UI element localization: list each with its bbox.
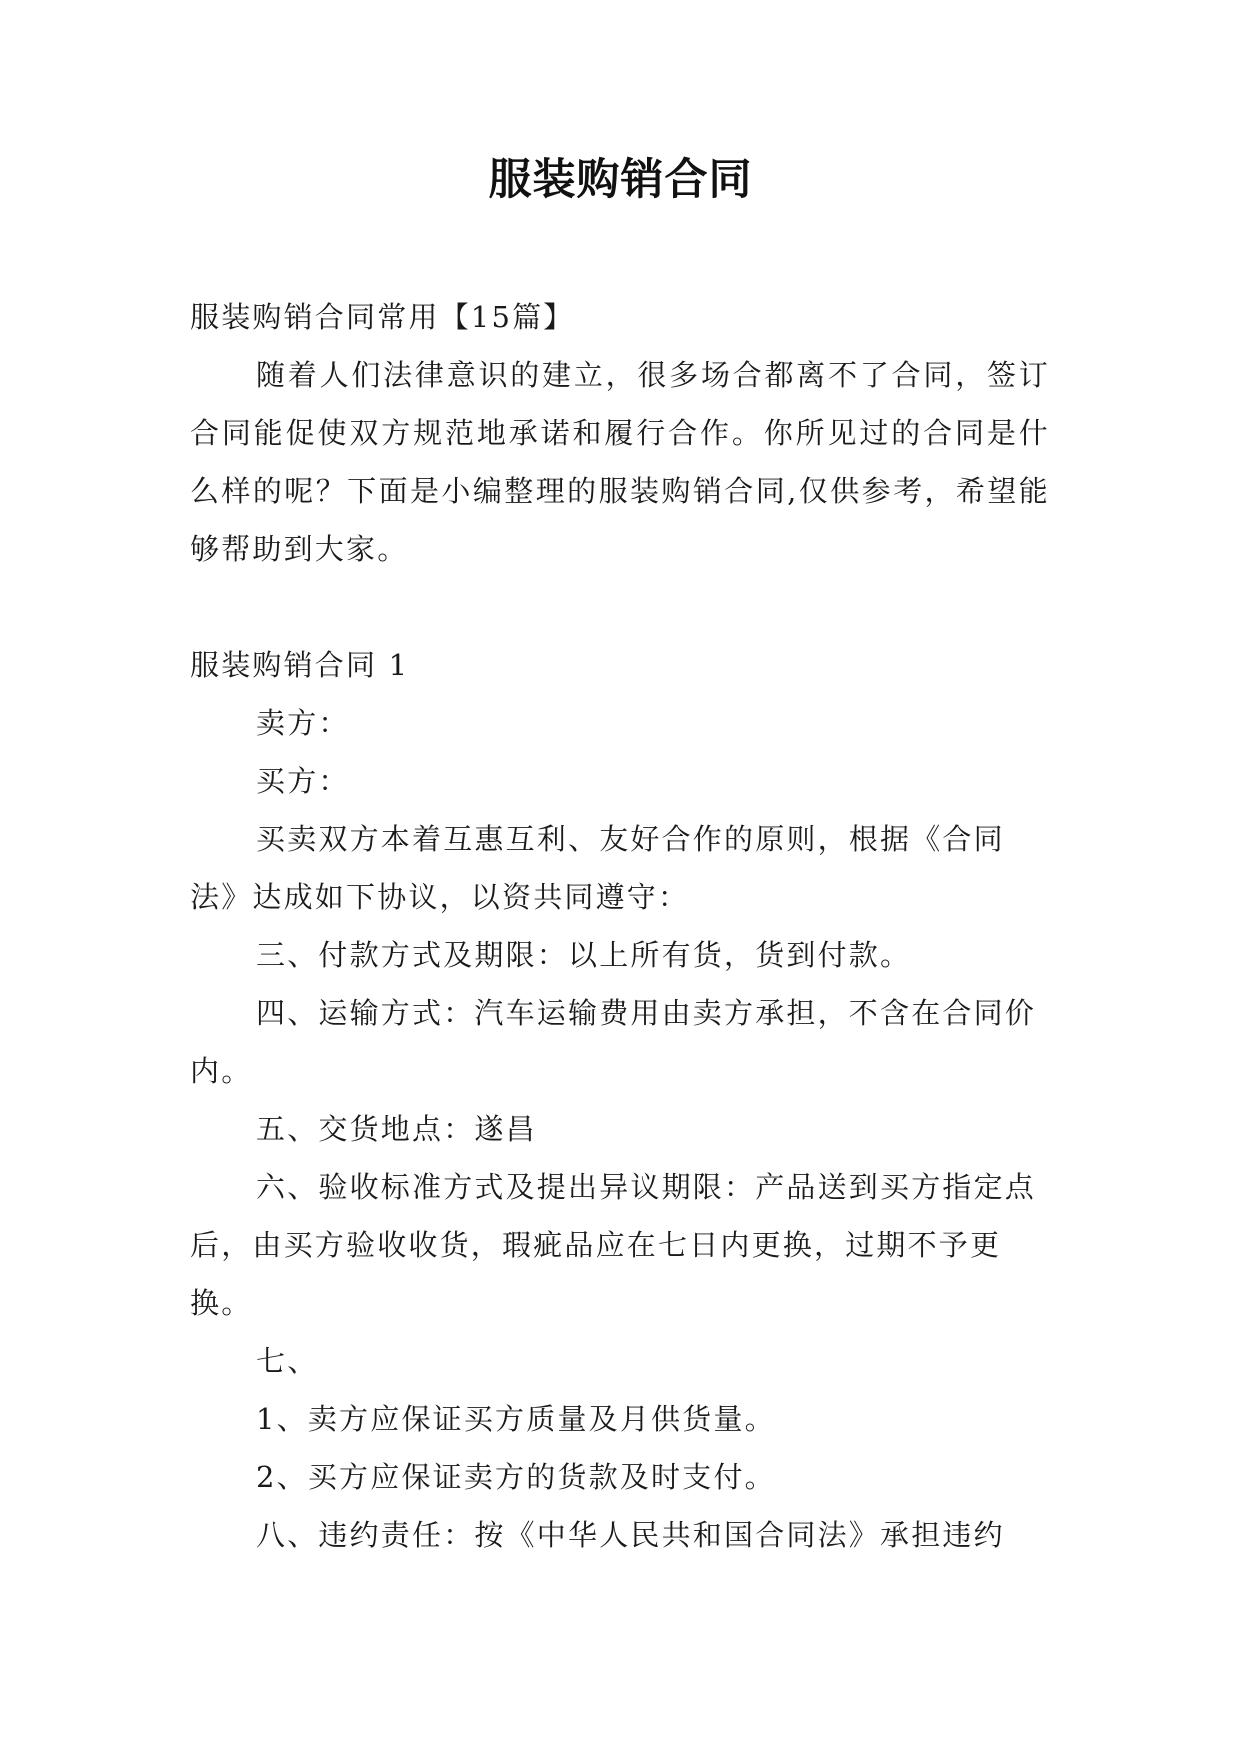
- document-title: 服装购销合同: [488, 155, 753, 205]
- paragraph-gap: [190, 578, 1050, 636]
- clause-seven-item-2: 2、买方应保证卖方的货款及时支付。: [256, 1460, 776, 1494]
- document-subtitle: 服装购销合同常用【15篇】: [190, 300, 575, 334]
- intro-paragraph: 随着人们法律意识的建立，很多场合都离不了合同，签订合同能促使双方规范地承诺和履行合作。你所见过的合同是什么样的呢？下面是小编整理的服装购销合同,仅供参考，希望能够帮助到大家。: [190, 358, 1050, 566]
- clause-delivery-location: 五、交货地点：遂昌: [256, 1112, 537, 1146]
- clause-transport: 四、运输方式：汽车运输费用由卖方承担，不含在合同价内。: [190, 996, 1037, 1088]
- clause-seven-item-1: 1、卖方应保证买方质量及月供货量。: [256, 1402, 776, 1436]
- clause-acceptance: 六、验收标准方式及提出异议期限：产品送到买方指定点后，由买方验收收货，瑕疵品应在七日内更换，过期不予更换。: [190, 1170, 1037, 1320]
- document-body: [190, 288, 1050, 1564]
- section-heading: 服装购销合同 1: [190, 648, 410, 682]
- preamble-paragraph: 买卖双方本着互惠互利、友好合作的原则，根据《合同法》达成如下协议，以资共同遵守：: [190, 822, 1005, 914]
- seller-line: 卖方：: [256, 706, 350, 740]
- clause-liability: 八、违约责任：按《中华人民共和国合同法》承担违约: [256, 1518, 1005, 1552]
- buyer-line: 买方：: [256, 764, 350, 798]
- clause-seven: 七、: [256, 1344, 319, 1378]
- clause-payment: 三、付款方式及期限：以上所有货，货到付款。: [256, 938, 912, 972]
